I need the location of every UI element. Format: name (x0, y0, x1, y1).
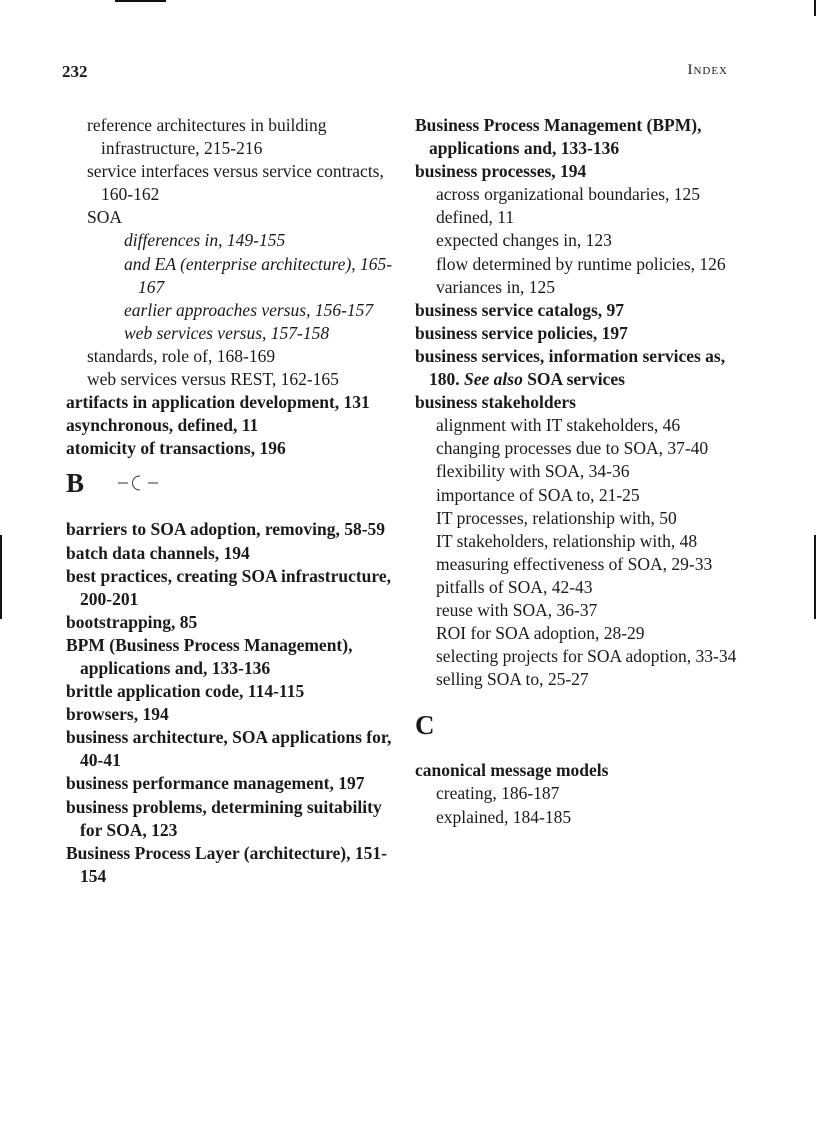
index-entry: variances in, 125 (436, 276, 556, 297)
ornament-icon (116, 474, 164, 492)
section-letter-c (415, 712, 745, 739)
index-entry: importance of SOA to, 21-25 (436, 484, 640, 505)
page-number: 232 (62, 62, 88, 81)
index-subentry: earlier approaches versus, 156-157 (124, 299, 374, 320)
index-main-entry: batch data channels, 194 (66, 542, 250, 563)
page-header (62, 62, 728, 84)
index-main-entry: bootstrapping, 85 (66, 611, 198, 632)
index-main-entry: business stakeholders (415, 392, 576, 413)
index-entry: across organizational boundaries, 125 (436, 184, 701, 205)
index-main-entry: BPM (Business Process Management), applications and, 133-136 (66, 634, 353, 678)
section-letter: B (66, 468, 85, 499)
index-main-entry: barriers to SOA adoption, removing, 58-59 (66, 519, 386, 540)
index-entry: IT processes, relationship with, 50 (436, 507, 677, 528)
index-main-entry: browsers, 194 (66, 704, 169, 725)
see-also-target: SOA services (527, 369, 625, 390)
index-entry: measuring effectiveness of SOA, 29-33 (436, 553, 713, 574)
crop-mark-left-middle (0, 535, 2, 619)
index-entry: standards, role of, 168-169 (87, 345, 276, 366)
index-entry: defined, 11 (436, 207, 515, 228)
index-entry: ROI for SOA adoption, 28-29 (436, 623, 645, 644)
index-entry: changing processes due to SOA, 37-40 (436, 438, 709, 459)
index-main-entry: brittle application code, 114-115 (66, 681, 305, 702)
index-main-entry: business service policies, 197 (415, 322, 628, 343)
left-column (66, 114, 396, 888)
index-entry: expected changes in, 123 (436, 230, 612, 251)
index-entry: pitfalls of SOA, 42-43 (436, 576, 593, 597)
entry-text: business services, information services as, 180. (415, 345, 726, 390)
index-main-entry: best practices, creating SOA infrastructure, 200-201 (66, 565, 391, 609)
section-letter-b (66, 470, 396, 497)
index-main-entry: atomicity of transactions, 196 (66, 438, 286, 459)
running-head: Index (687, 62, 728, 78)
index-main-entry: business problems, determining suitability for SOA, 123 (66, 796, 382, 840)
index-subentry: web services versus, 157-158 (124, 322, 330, 343)
index-entry: flow determined by runtime policies, 126 (436, 253, 726, 274)
index-entry: selling SOA to, 25-27 (436, 669, 589, 690)
index-entry: selecting projects for SOA adoption, 33-34 (436, 646, 737, 667)
see-also-label: See also (464, 369, 523, 390)
index-main-entry (415, 345, 745, 391)
index-entry: reuse with SOA, 36-37 (436, 599, 598, 620)
index-main-entry: business performance management, 197 (66, 773, 365, 794)
index-entry: creating, 186-187 (436, 783, 560, 804)
index-entry: reference architectures in building infrastructure, 215-216 (87, 115, 327, 159)
section-letter: C (415, 710, 435, 741)
crop-mark-top (115, 0, 166, 2)
index-entry: IT stakeholders, relationship with, 48 (436, 530, 698, 551)
index-main-entry: canonical message models (415, 760, 609, 781)
index-main-entry: business service catalogs, 97 (415, 299, 625, 320)
index-main-entry: Business Process Management (BPM), applications and, 133-136 (415, 115, 702, 159)
index-main-entry: asynchronous, defined, 11 (66, 415, 259, 436)
index-main-entry: Business Process Layer (architecture), 151-154 (66, 842, 387, 886)
index-subentry: and EA (enterprise architecture), 165-167 (124, 253, 393, 297)
index-entry: alignment with IT stakeholders, 46 (436, 415, 681, 436)
index-main-entry: artifacts in application development, 131 (66, 392, 370, 413)
index-entry: flexibility with SOA, 34-36 (436, 461, 630, 482)
index-subentry: differences in, 149-155 (124, 230, 286, 251)
index-entry: web services versus REST, 162-165 (87, 369, 339, 390)
index-main-entry: business processes, 194 (415, 161, 587, 182)
index-main-entry: business architecture, SOA applications for, 40-41 (66, 727, 392, 771)
index-entry: explained, 184-185 (436, 806, 572, 827)
index-entry: service interfaces versus service contracts, 160-162 (87, 161, 384, 205)
index-entry: SOA (87, 207, 123, 228)
right-column (415, 114, 745, 829)
